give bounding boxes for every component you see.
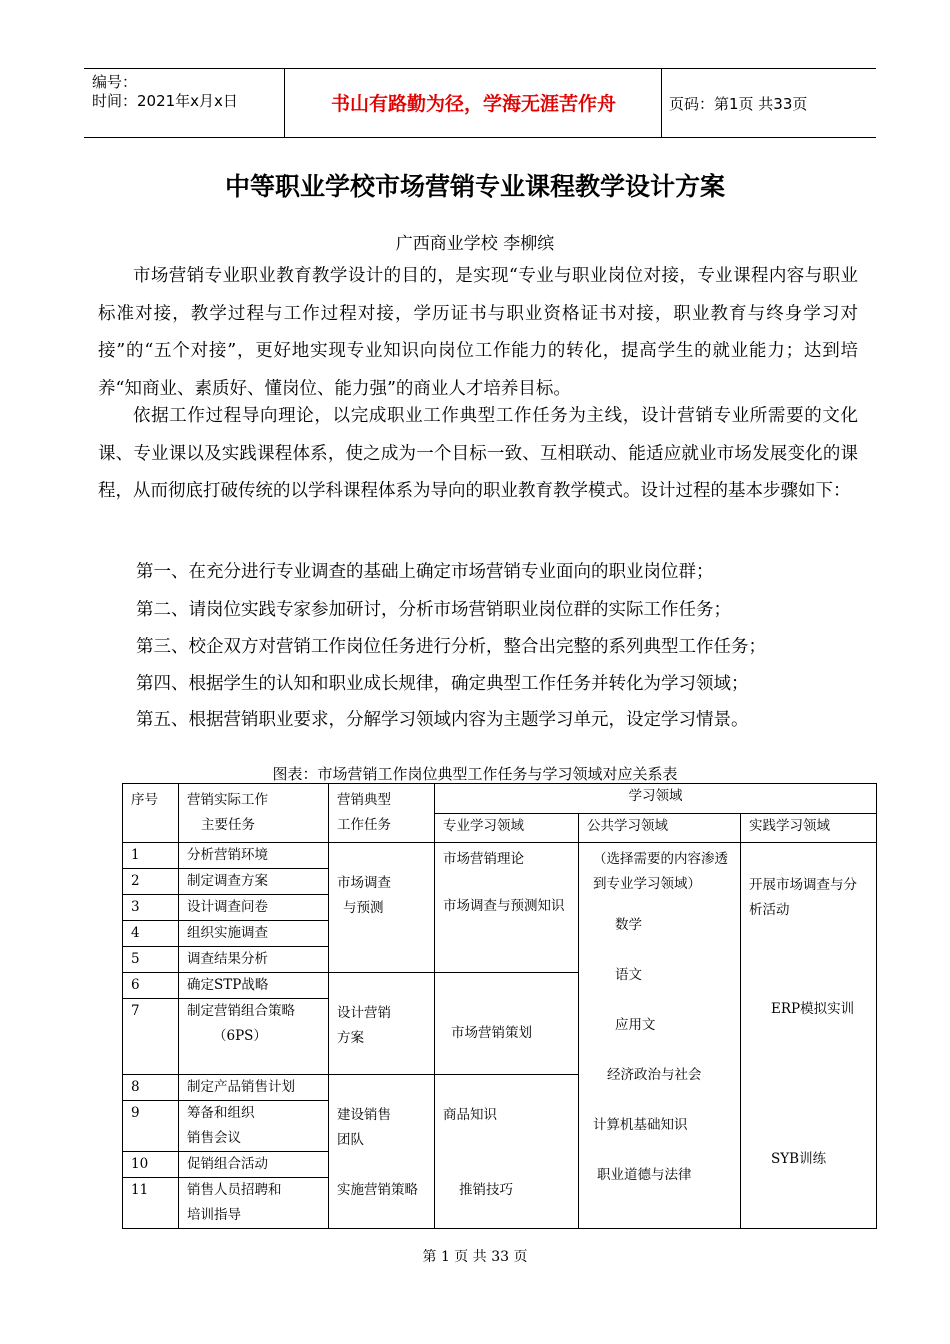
row-no: 6 — [123, 973, 179, 999]
header-number: 编号： — [92, 73, 138, 91]
professional-group-team — [435, 1075, 579, 1229]
header-typical — [329, 784, 435, 843]
typical-line: 实施营销策略 — [337, 1182, 418, 1198]
typical-line: 团队 — [337, 1132, 364, 1148]
row-no: 5 — [123, 947, 179, 973]
public-item: 应用文 — [615, 1017, 656, 1033]
typical-line: 建设销售 — [337, 1107, 391, 1123]
public-item: 经济政治与社会 — [607, 1067, 702, 1083]
header-time: 时间：2021年x月x日 — [92, 92, 238, 110]
typical-group-plan — [329, 973, 435, 1075]
practice-item: 开展市场调查与分析活动 — [749, 877, 857, 918]
header-learning: 学习领域 — [435, 784, 877, 814]
professional-item: 市场调查与预测知识 — [443, 898, 565, 914]
row-task: 分析营销环境 — [179, 843, 329, 869]
professional-group-survey — [435, 843, 579, 973]
row-task: 制定产品销售计划 — [179, 1075, 329, 1101]
public-learning-cell — [579, 843, 741, 1229]
step-item: 第四、根据学生的认知和职业成长规律，确定典型工作任务并转化为学习领域； — [136, 674, 749, 694]
row-no: 10 — [123, 1152, 179, 1178]
row-no: 11 — [123, 1178, 179, 1229]
header-meta — [84, 69, 285, 137]
public-item: 职业道德与法律 — [597, 1167, 692, 1183]
professional-item: 市场营销理论 — [443, 851, 524, 867]
professional-item: 市场营销策划 — [451, 1025, 532, 1041]
row-task-line: 销售人员招聘和 — [187, 1182, 282, 1198]
public-item: 计算机基础知识 — [593, 1117, 688, 1133]
public-note: （选择需要的内容渗透到专业学习领域） — [593, 851, 728, 892]
header-typical-line: 工作任务 — [337, 817, 391, 833]
header-task — [179, 784, 329, 843]
typical-line: 方案 — [337, 1030, 364, 1046]
row-task — [179, 1178, 329, 1229]
paragraph-purpose: 市场营销专业职业教育教学设计的目的，是实现“专业与职业岗位对接，专业课程内容与职业标准对接，教学过程与工作过程对接，学历证书与职业资格证书对接，职业教育与终身学习对接”的“五个对接”，更好地实现专业知识向岗位工作能力的转化，提高学生的就业能力；达到培养“知商业、素质好、懂岗位、能力强”的商业人才培养目标。 — [98, 266, 858, 399]
header-task-line: 主要任务 — [201, 817, 255, 833]
page-footer: 第 1 页 共 33 页 — [422, 1249, 528, 1265]
row-no: 1 — [123, 843, 179, 869]
row-task: 确定STP战略 — [179, 973, 329, 999]
typical-group-team — [329, 1075, 435, 1229]
practice-item: ERP模拟实训 — [771, 1001, 855, 1017]
typical-group-survey — [329, 843, 435, 973]
header-typical-line: 营销典型 — [337, 792, 391, 808]
document-title: 中等职业学校市场营销专业课程教学设计方案 — [224, 172, 725, 201]
header-professional: 专业学习领域 — [435, 813, 579, 843]
row-no: 3 — [123, 895, 179, 921]
row-task: 促销组合活动 — [179, 1152, 329, 1178]
row-no: 9 — [123, 1101, 179, 1152]
row-task-line: 培训指导 — [187, 1207, 241, 1223]
step-item: 第一、在充分进行专业调查的基础上确定市场营销专业面向的职业岗位群； — [136, 562, 714, 582]
page-header — [84, 68, 876, 138]
header-motto: 书山有路勤为径，学海无涯苦作舟 — [286, 69, 662, 137]
public-item: 语文 — [615, 967, 642, 983]
task-learning-table — [122, 783, 877, 1229]
typical-line: 市场调查 — [337, 875, 391, 891]
row-task: 设计调查问卷 — [179, 895, 329, 921]
typical-line: 与预测 — [343, 900, 384, 916]
row-task-line: （6PS） — [213, 1028, 267, 1044]
practice-learning-cell — [741, 843, 877, 1229]
table-header-row — [123, 784, 877, 814]
paragraph-method: 依据工作过程导向理论，以完成职业工作典型工作任务为主线，设计营销专业所需要的文化课、专业课以及实践课程体系，使之成为一个目标一致、互相联动、能适应就业市场发展变化的课程，从而彻底打破传统的以学科课程体系为导向的职业教育教学模式。设计过程的基本步骤如下： — [98, 406, 858, 501]
row-no: 7 — [123, 999, 179, 1075]
row-task — [179, 1101, 329, 1152]
row-no: 8 — [123, 1075, 179, 1101]
row-task-line: 销售会议 — [187, 1130, 241, 1146]
step-item: 第五、根据营销职业要求，分解学习领域内容为主题学习单元，设定学习情景。 — [136, 710, 749, 730]
row-task — [179, 999, 329, 1075]
row-task-line: 筹备和组织 — [187, 1105, 255, 1121]
table-row — [123, 843, 877, 869]
header-practice: 实践学习领域 — [741, 813, 877, 843]
public-item: 数学 — [615, 917, 642, 933]
row-no: 2 — [123, 869, 179, 895]
header-page-info: 页码：第1页 共33页 — [669, 95, 808, 113]
header-public: 公共学习领域 — [579, 813, 741, 843]
row-no: 4 — [123, 921, 179, 947]
row-task: 制定调查方案 — [179, 869, 329, 895]
header-seq: 序号 — [123, 784, 179, 843]
typical-line: 设计营销 — [337, 1005, 391, 1021]
professional-item: 商品知识 — [443, 1107, 497, 1123]
table-caption: 图表：市场营销工作岗位典型工作任务与学习领域对应关系表 — [272, 765, 678, 783]
row-task: 组织实施调查 — [179, 921, 329, 947]
professional-group-plan — [435, 973, 579, 1075]
header-task-line: 营销实际工作 — [187, 792, 268, 808]
step-item: 第三、校企双方对营销工作岗位任务进行分析，整合出完整的系列典型工作任务； — [136, 637, 766, 657]
professional-item: 推销技巧 — [459, 1182, 513, 1198]
document-author: 广西商业学校 李柳缤 — [395, 234, 555, 254]
practice-item: SYB训练 — [771, 1151, 827, 1167]
row-task-line: 制定营销组合策略 — [187, 1003, 295, 1019]
row-task: 调查结果分析 — [179, 947, 329, 973]
step-item: 第二、请岗位实践专家参加研讨，分析市场营销职业岗位群的实际工作任务； — [136, 600, 731, 620]
